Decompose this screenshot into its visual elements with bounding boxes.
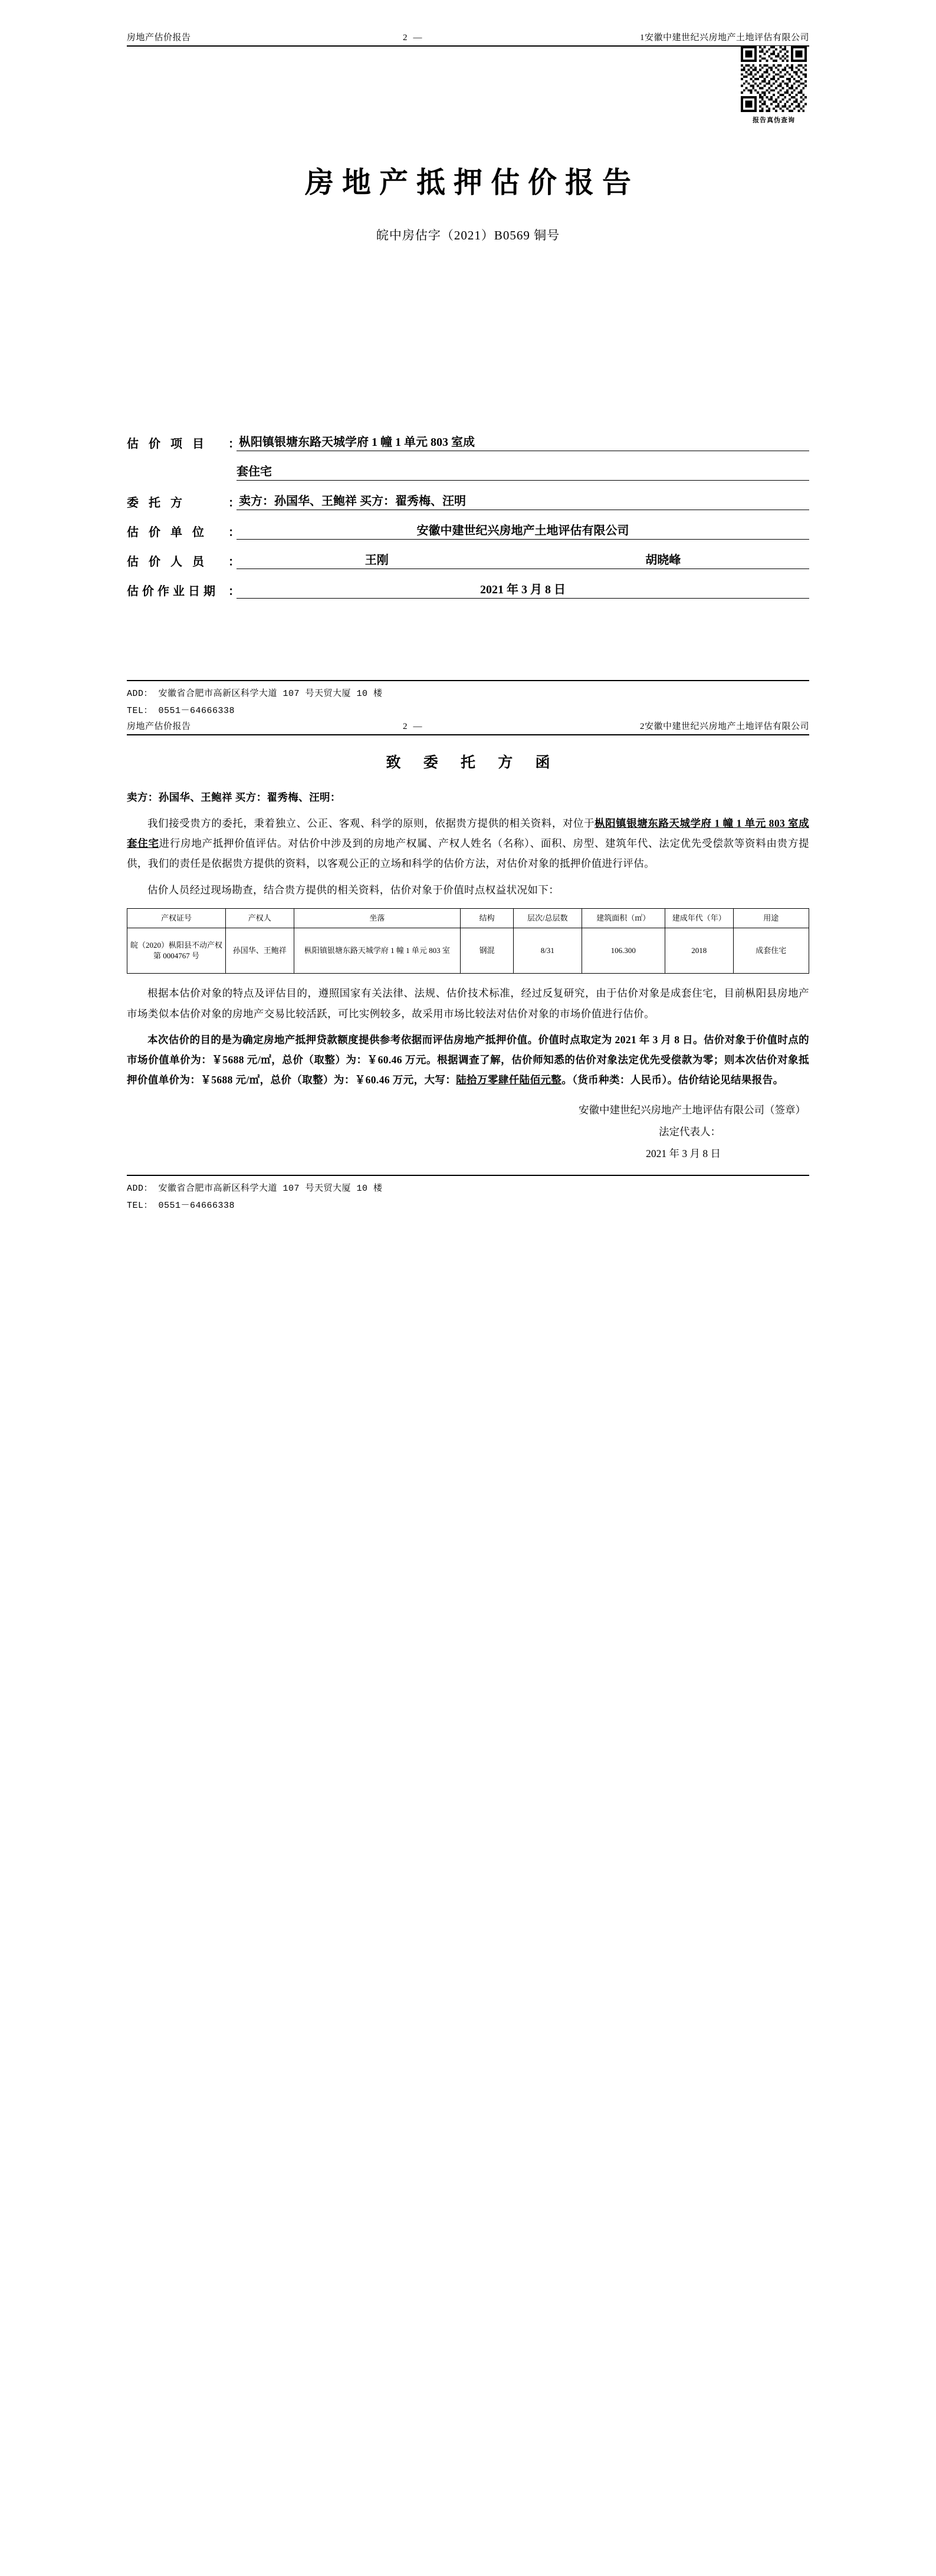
- letter-header-page-number: 2: [639, 722, 645, 731]
- signature-company: 安徽中建世纪兴房地产土地评估有限公司（签章）: [579, 1104, 806, 1116]
- cover-running-header: [127, 31, 809, 47]
- letter-p4-part-g: 。（货币种类：人民币）。估价结论见结果报告。: [561, 1073, 784, 1086]
- property-info-table-head: [127, 908, 809, 928]
- field-project: [127, 432, 809, 451]
- letter-p1-part-c: 进行房地产抵押价值评估。对估价中涉及到的房地产权属、产权人姓名（名称）、面积、房型、建筑年代、法定优先受偿款等资料由贵方提供，我们的责任是依据贵方提供的资料，以客观公正的立场和科学的估价方法，对估价对象的抵押价值进行评估。: [127, 837, 809, 870]
- field-appraisal-company-colon: ：: [228, 526, 240, 539]
- appraiser-name-1: 王刚: [364, 554, 389, 567]
- field-appraisal-date-value: 2021 年 3 月 8 日: [237, 580, 809, 599]
- letter-title: 致 委 托 方 函: [386, 755, 560, 771]
- letter-p4-part-c: 根据调查了解，估价师知悉的估价对象法定优先受偿款为零；则本次估价对象: [436, 1053, 799, 1066]
- table-row: [127, 928, 809, 974]
- cover-page: [0, 0, 936, 719]
- appraiser-name-2: 胡晓峰: [645, 554, 681, 567]
- cell-owner: 孙国华、王鲍祥: [225, 928, 294, 974]
- letter-header-doc-title: 房地产估价报告: [127, 722, 191, 731]
- qr-code-block: [738, 46, 809, 124]
- field-client-value: 卖方：孙国华、王鲍祥 买方：翟秀梅、汪明: [237, 491, 809, 510]
- cover-running-footer: [127, 680, 809, 719]
- letter-running-header: [127, 719, 809, 735]
- col-owner: 产权人: [225, 908, 294, 928]
- property-info-table-body: [127, 928, 809, 974]
- letter-p4-amount-in-words: 陆拾万零肆仟陆佰元整: [456, 1073, 562, 1086]
- letter-p4-part-a: 本次估价的目的是为确定房地产抵押贷款额度提供参考依据而评估房地产抵押价值。价值时点取定为 2021 年 3 月 8 日。估价对象于价值时点的: [147, 1033, 809, 1046]
- signature-block: [127, 1099, 809, 1164]
- col-structure: 结构: [461, 908, 514, 928]
- col-area: 建筑面积（㎡）: [582, 908, 665, 928]
- field-appraisal-company-label: 估 价 单 位: [127, 526, 208, 539]
- top-spacer: [127, 0, 809, 31]
- cell-structure: 钢混: [461, 928, 514, 974]
- letter-page: [0, 719, 936, 1214]
- header-doc-title: 房地产估价报告: [127, 33, 191, 42]
- field-appraisers-label: 估 价 人 员: [127, 556, 208, 569]
- letter-header-section-number: 2—: [403, 722, 428, 731]
- cover-footer-spacer: [127, 609, 809, 680]
- letter-p4-part-e: 大写：: [424, 1073, 456, 1086]
- header-company-name: 安徽中建世纪兴房地产土地评估有限公司: [644, 33, 809, 42]
- letter-paragraph-3: 根据本估价对象的特点及评估目的，遵照国家有关法律、法规、估价技术标准，经过反复研究，由于估价对象是成套住宅，目前枞阳县房地产市场类似本估价对象的房地产交易比较活跃，可比实例较多，故采用市场比较法对估价对象的市场价值进行估价。: [127, 987, 809, 1020]
- field-project-line2-pad: [127, 462, 237, 481]
- footer-telephone: TEL： 0551－64666338: [127, 705, 235, 716]
- col-location: 坐落: [294, 908, 461, 928]
- cover-field-list: [127, 432, 809, 599]
- cell-year-built: 2018: [665, 928, 733, 974]
- col-year-built: 建成年代（年）: [665, 908, 733, 928]
- table-header-row: [127, 908, 809, 928]
- field-client-colon: ：: [228, 497, 240, 510]
- letter-paragraph-2: 估价人员经过现场勘查，结合贵方提供的相关资料，估价对象于价值时点权益状况如下：: [147, 883, 560, 896]
- col-certificate-no: 产权证号: [127, 908, 226, 928]
- qr-code-icon: [741, 46, 807, 112]
- letter-paragraph-4: [127, 1030, 809, 1090]
- field-project-colon: ：: [228, 438, 240, 451]
- letter-p4-mortgage-value: 抵押价值单价为：￥5688 元/㎡，总价（取整）为：￥60.46 万元，: [127, 1053, 809, 1086]
- field-appraisal-company-value: 安徽中建世纪兴房地产土地评估有限公司: [237, 521, 809, 540]
- letter-addressee: 卖方：孙国华、王鲍祥 买方：翟秀梅、汪明：: [127, 791, 341, 803]
- col-floor: 层次/总层数: [514, 908, 582, 928]
- letter-p4-market-value: 市场价值单价为：￥5688 元/㎡，总价（取整）为：￥60.46 万元。: [127, 1053, 437, 1066]
- signature-legal-representative: 法定代表人：: [659, 1125, 721, 1138]
- col-usage: 用途: [733, 908, 809, 928]
- signature-date: 2021 年 3 月 8 日: [646, 1147, 721, 1159]
- field-appraisers: [127, 550, 809, 569]
- field-appraisal-date-colon: ：: [228, 585, 240, 598]
- letter-p1-property: 枞阳镇银塘东路天城学府 1 幢 1 单元 803 室成套住宅: [127, 817, 809, 850]
- field-project-label: 估 价 项 目: [127, 438, 208, 451]
- field-appraisers-colon: ：: [228, 556, 240, 569]
- footer-address: ADD： 安徽省合肥市高新区科学大道 107 号天贸大厦 10 楼: [127, 689, 383, 699]
- field-project-value-2: 套住宅: [237, 462, 809, 481]
- field-client: [127, 491, 809, 510]
- property-info-table: [127, 908, 809, 974]
- cover-spacer: [127, 244, 809, 432]
- letter-running-footer: [127, 1175, 809, 1214]
- field-appraisers-value: [237, 550, 809, 569]
- report-title: 房地产抵押估价报告: [304, 166, 639, 199]
- qr-caption: 报告真伪查询: [753, 117, 795, 124]
- cell-area: 106.300: [582, 928, 665, 974]
- cell-certificate-no: 皖（2020）枞阳县不动产权第 0004767 号: [127, 928, 226, 974]
- letter-header-company-name: 安徽中建世纪兴房地产土地评估有限公司: [644, 722, 809, 731]
- cell-usage: 成套住宅: [733, 928, 809, 974]
- field-appraisal-date: [127, 580, 809, 599]
- letter-p1-part-a: 我们接受贵方的委托，秉着独立、公正、客观、科学的原则，依据贵方提供的相关资料，对位于: [147, 817, 595, 830]
- header-page-number: 1: [639, 33, 645, 42]
- cell-floor: 8/31: [514, 928, 582, 974]
- appraiser-name-group: [237, 550, 809, 567]
- header-section-number: 2—: [403, 33, 428, 42]
- field-project-line2: [127, 462, 809, 481]
- letter-footer-spacer: [127, 1164, 809, 1175]
- cell-location: 枞阳镇银塘东路天城学府 1 幢 1 单元 803 室: [294, 928, 461, 974]
- letter-paragraph-1: [127, 813, 809, 873]
- field-client-label: 委 托 方: [127, 497, 186, 510]
- field-appraisal-date-label: 估价作业日期: [127, 585, 219, 598]
- letter-footer-telephone: TEL： 0551－64666338: [127, 1200, 235, 1211]
- field-appraisal-company: [127, 521, 809, 540]
- field-project-value: 枞阳镇银塘东路天城学府 1 幢 1 单元 803 室成: [237, 432, 809, 451]
- report-number: 皖中房估字（2021）B0569 铜号: [376, 228, 560, 242]
- letter-footer-address: ADD： 安徽省合肥市高新区科学大道 107 号天贸大厦 10 楼: [127, 1184, 383, 1194]
